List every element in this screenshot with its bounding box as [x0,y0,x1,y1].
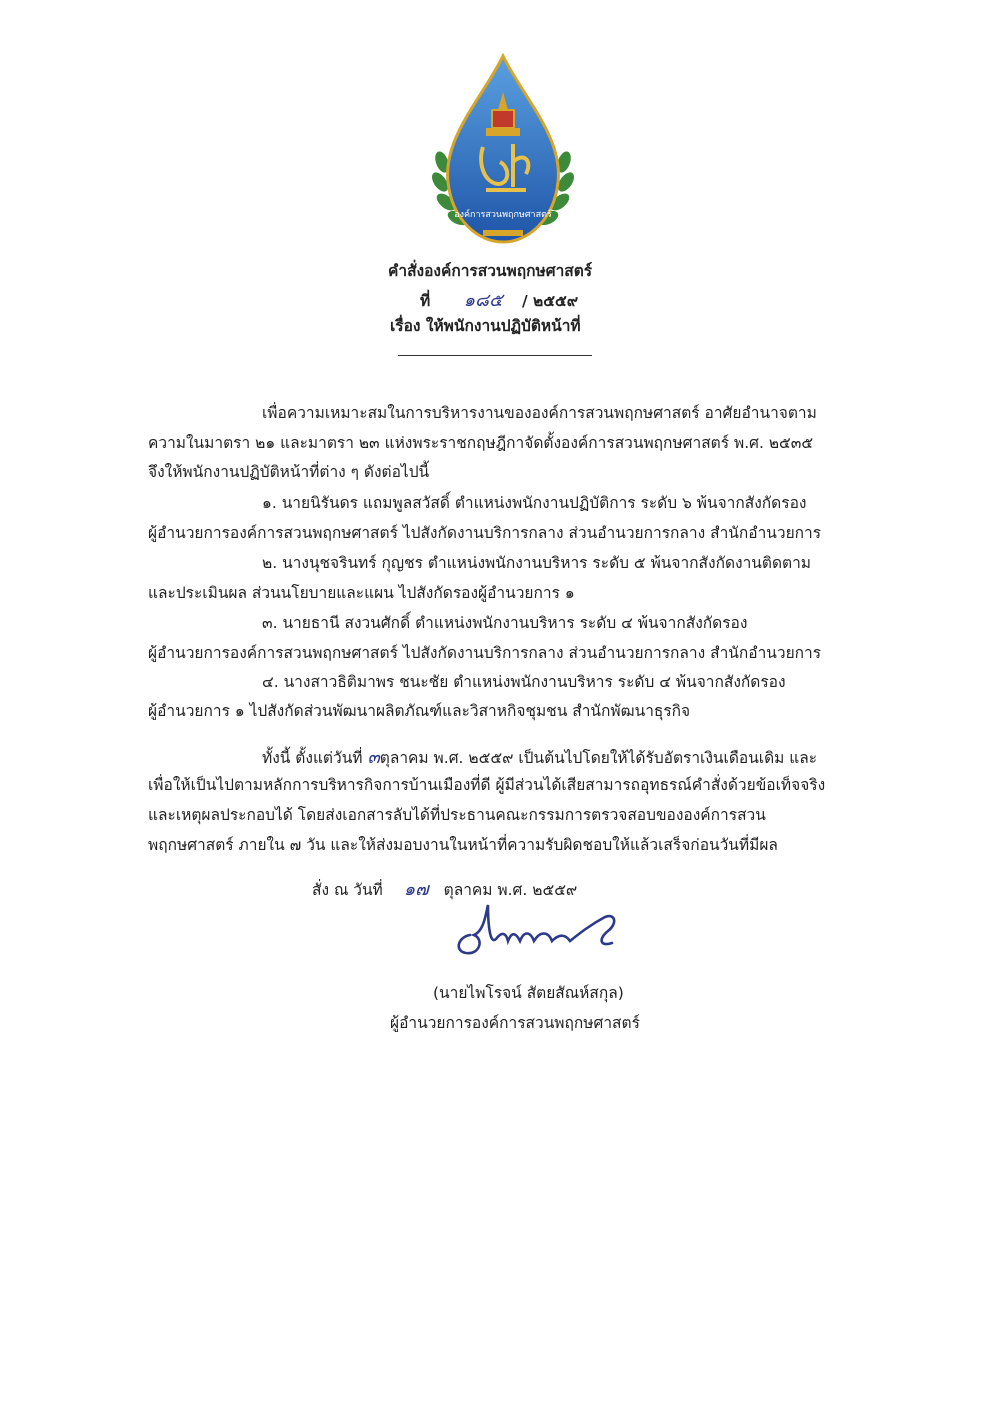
order-date: สั่ง ณ วันที่ ๑๗ ตุลาคม พ.ศ. ๒๕๕๙ [312,879,578,900]
item-4-line-1: ๔. นางสาวธิติมาพร ชนะชัย ตำแหน่งพนักงานบริหาร ระดับ ๔ พ้นจากสังกัดรอง [262,673,786,691]
item-3-line-1: ๓. นายธานี สงวนศักดิ์ ตำแหน่งพนักงานบริหาร ระดับ ๔ พ้นจากสังกัดรอง [262,614,748,632]
signatory-name: (นายไพโรจน์ สัตยสัณห์สกุล) [433,984,624,1002]
closing-line-3: และเหตุผลประกอบได้ โดยส่งเอกสารลับได้ที่ประธานคณะกรรมการตรวจสอบขององค์การสวน [148,806,766,824]
closing-line-2: เพื่อให้เป็นไปตามหลักการบริหารกิจการบ้านเมืองที่ดี ผู้มีส่วนได้เสียสามารถอุทธรณ์คำสั่งด้วยข้อเท็จจริง [148,776,826,794]
order-number: ที่ ๑๘๕ / ๒๕๕๙ [420,290,579,311]
closing-line-1: ทั้งนี้ ตั้งแต่วันที่ ๓ตุลาคม พ.ศ. ๒๕๕๙ เป็นต้นไปโดยให้ได้รับอัตราเงินเดือนเดิม และ [262,747,818,768]
item-1-line-1: ๑. นายนิรันดร แถมพูลสวัสดิ์ ตำแหน่งพนักงานปฏิบัติการ ระดับ ๖ พ้นจากสังกัดรอง [262,494,807,512]
signature-icon [440,895,630,965]
botanical-garden-logo [428,52,578,257]
header-divider [398,355,592,356]
item-2-line-1: ๒. นางนุชจรินทร์ กุญชร ตำแหน่งพนักงานบริหาร ระดับ ๕ พ้นจากสังกัดงานติดตาม [262,554,812,572]
intro-line-1: เพื่อความเหมาะสมในการบริหารงานขององค์การสวนพฤกษศาสตร์ อาศัยอำนาจตาม [262,404,817,422]
item-2-line-2: และประเมินผล ส่วนนโยบายและแผน ไปสังกัดรองผู้อำนวยการ ๑ [148,584,575,602]
intro-line-3: จึงให้พนักงานปฏิบัติหน้าที่ต่าง ๆ ดังต่อไปนี้ [148,463,430,481]
closing-line-4: พฤกษศาสตร์ ภายใน ๗ วัน และให้ส่งมอบงานในหน้าที่ความรับผิดชอบให้แล้วเสร็จก่อนวันที่มีผล [148,836,778,854]
logo-seal-text: องค์การสวนพฤกษศาสตร์ [454,210,552,220]
item-3-line-2: ผู้อำนวยการองค์การสวนพฤกษศาสตร์ ไปสังกัดงานบริการกลาง ส่วนอำนวยการกลาง สำนักอำนวยการ [148,644,822,662]
order-subject: เรื่อง ให้พนักงานปฏิบัติหน้าที่ [390,317,581,335]
handwritten-order-number: ๑๘๕ [463,290,503,311]
signatory-position: ผู้อำนวยการองค์การสวนพฤกษศาสตร์ [390,1014,640,1032]
item-4-line-2: ผู้อำนวยการ ๑ ไปสังกัดส่วนพัฒนาผลิตภัณฑ์และวิสาหกิจชุมชน สำนักพัฒนาธุรกิจ [148,702,691,720]
order-title: คำสั่งองค์การสวนพฤกษศาสตร์ [388,262,593,280]
handwritten-effective-day: ๓ [367,747,380,768]
handwritten-date-day: ๑๗ [403,879,429,900]
item-1-line-2: ผู้อำนวยการองค์การสวนพฤกษศาสตร์ ไปสังกัดงานบริการกลาง ส่วนอำนวยการกลาง สำนักอำนวยการ [148,524,822,542]
intro-line-2: ความในมาตรา ๒๑ และมาตรา ๒๓ แห่งพระราชกฤษฎีกาจัดตั้งองค์การสวนพฤกษศาสตร์ พ.ศ. ๒๕๓๕ [148,434,814,452]
